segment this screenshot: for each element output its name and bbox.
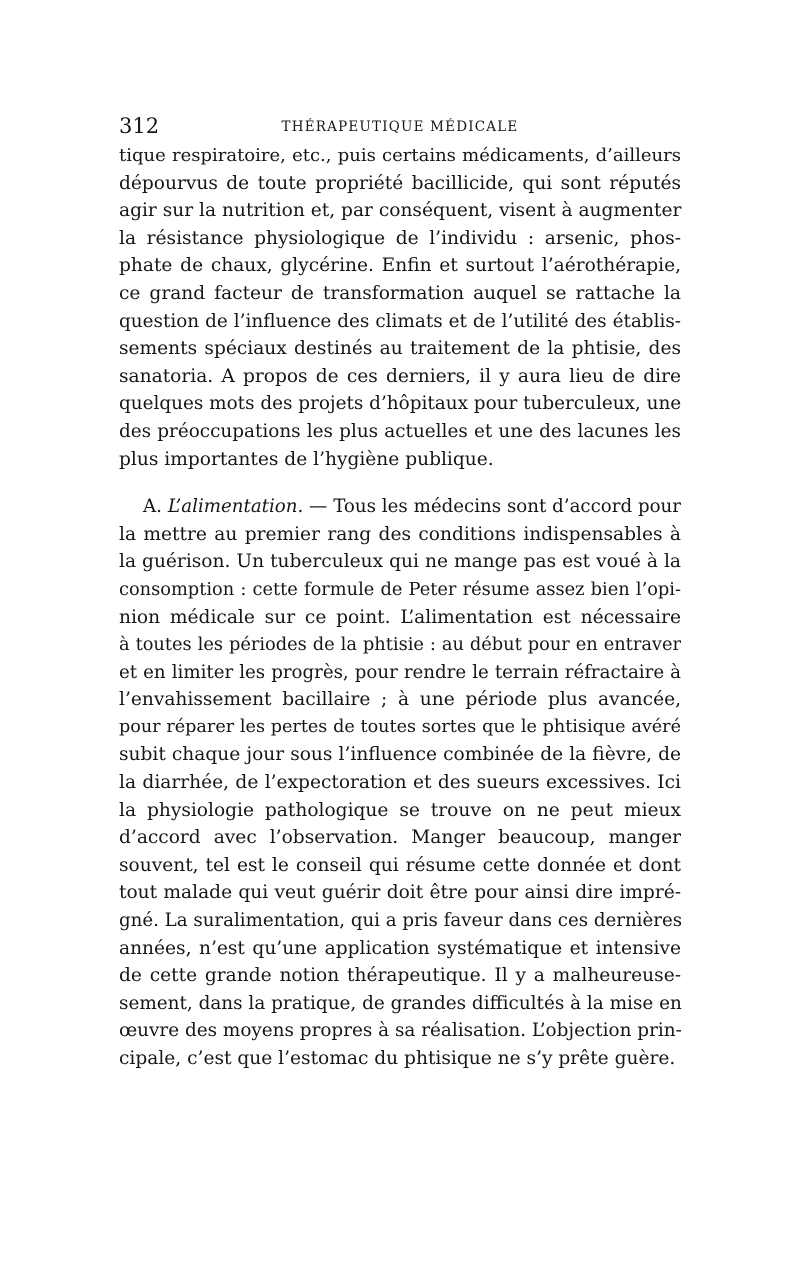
running-title: THÉRAPEUTIQUE MÉDICALE [281, 119, 519, 135]
paragraph-alimentation [119, 493, 681, 1072]
text-line: de cette grande notion thérapeutique. Il y a malheureuse- [119, 965, 681, 987]
text-line: consomption : cette formule de Peter résume assez bien l’opi- [119, 578, 681, 600]
text-line: la mettre au premier rang des conditions indispensables à [119, 523, 681, 545]
text-line: sements spéciaux destinés au traitement de la phtisie, des [119, 338, 681, 360]
text-line: l’envahissement bacillaire ; à une période plus avancée, [119, 689, 681, 711]
text-line: sanatoria. A propos de ces derniers, il y aura lieu de dire [119, 365, 681, 387]
text-line: nion médicale sur ce point. L’alimentation est nécessaire [119, 606, 681, 628]
text-line: cipale, c’est que l’estomac du phtisique ne s’y prête guère. [119, 1048, 676, 1069]
text-line: question de l’influence des climats et de l’utilité des établis- [119, 310, 681, 332]
text-line: des préoccupations les plus actuelles et une des lacunes les [119, 420, 681, 442]
page-number: 312 [119, 114, 160, 138]
text-line: et en limiter les progrès, pour rendre le terrain réfractaire à [119, 661, 681, 683]
text-line: phate de chaux, glycérine. Enfin et surtout l’aérothérapie, [119, 255, 681, 277]
text-line: œuvre des moyens propres à sa réalisation. L’objection prin- [119, 1020, 682, 1042]
text-line: tout malade qui veut guérir doit être pour ainsi dire impré- [119, 882, 681, 904]
text-line: quelques mots des projets d’hôpitaux pour tuberculeux, une [119, 393, 682, 415]
paragraph-therapeutics [119, 142, 681, 473]
text-line: la guérison. Un tuberculeux qui ne mange pas est voué à la [119, 551, 681, 573]
text-line: la résistance physiologique de l’individu : arsenic, phos- [119, 227, 681, 249]
text-line: plus importantes de l’hygiène publique. [119, 448, 494, 470]
text-line: tique respiratoire, etc., puis certains médicaments, d’ailleurs [119, 145, 681, 166]
book-page [119, 112, 681, 1073]
text-line: gné. La suralimentation, qui a pris faveur dans ces dernières [119, 910, 683, 932]
paragraph-gap [119, 473, 681, 493]
text-line: la physiologie pathologique se trouve on ne peut mieux [119, 799, 681, 821]
text-line: agir sur la nutrition et, par conséquent, visent à augmenter [119, 200, 682, 222]
text-line: la diarrhée, de l’expectoration et des sueurs excessives. Ici [119, 772, 681, 794]
text-line: à toutes les périodes de la phtisie : au début pour en entraver [119, 634, 681, 656]
text-line: subit chaque jour sous l’influence combinée de la fièvre, de [119, 744, 681, 766]
text-line: ce grand facteur de transformation auquel se rattache la [119, 282, 681, 304]
text-line: pour réparer les pertes de toutes sortes que le phtisique avéré [119, 716, 681, 737]
text-line: années, n’est qu’une application systématique et intensive [119, 937, 681, 959]
section-heading: L’alimentation. [167, 496, 304, 518]
section-lead-text: — Tous les médecins sont d’accord pour [309, 496, 681, 518]
text-line: sement, dans la pratique, de grandes difficultés à la mise en [119, 992, 682, 1014]
running-head [119, 112, 681, 142]
text-line: dépourvus de toute propriété bacillicide, qui sont réputés [119, 172, 681, 194]
section-lead-line [119, 493, 681, 521]
text-line: d’accord avec l’observation. Manger beaucoup, manger [119, 827, 681, 849]
text-line: souvent, tel est le conseil qui résume cette donnée et dont [119, 854, 681, 876]
section-label: A. [143, 496, 162, 518]
